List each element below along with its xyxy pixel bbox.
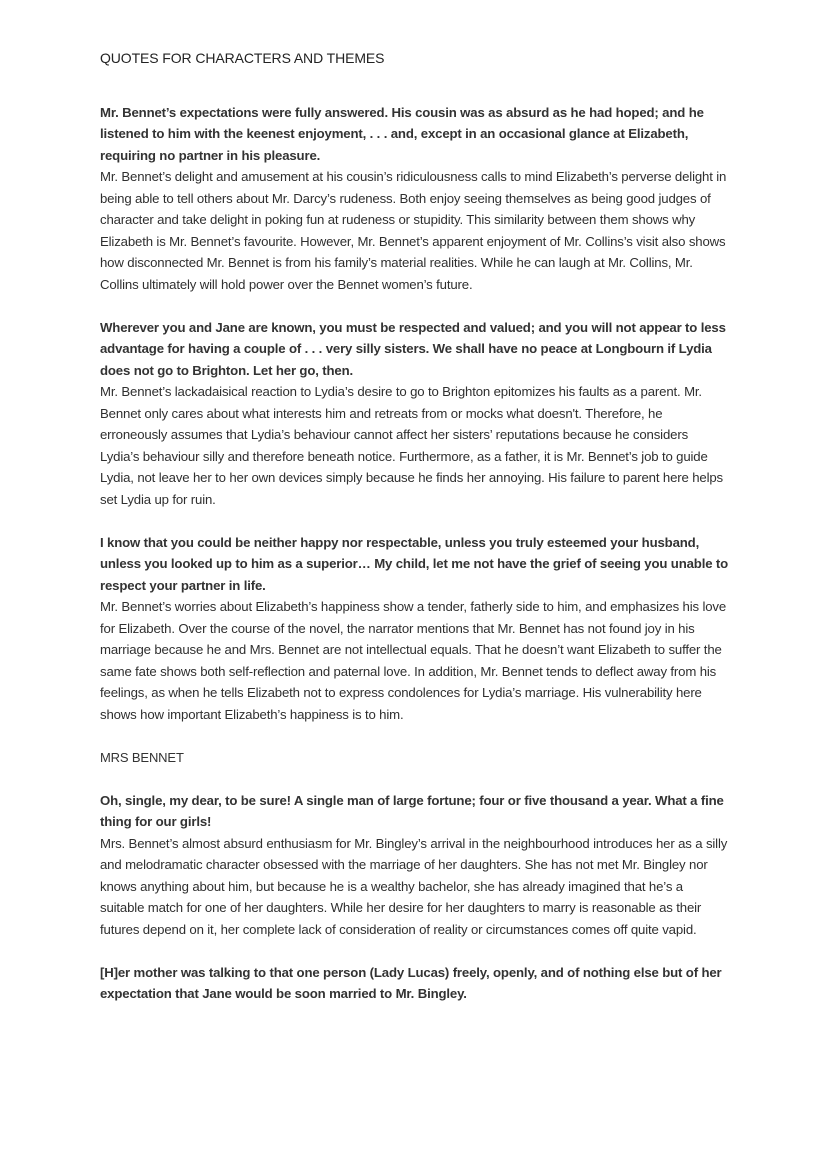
commentary-text: Mr. Bennet’s worries about Elizabeth’s happiness show a tender, fatherly side to him, and emphasizes his love for Elizabeth. Over the course of the novel, the narrator mentions that Mr. Bennet has not found joy in his marriage because he and Mrs. Bennet are not intellectual equals. That he doesn’t want Elizabeth to suffer the same fate shows both self-reflection and paternal love. In addition, Mr. Bennet tends to deflect away from his feelings, as when he tells Elizabeth not to express condolences for Lydia’s marriage. His vulnerability here shows how important Elizabeth’s happiness is to him. (100, 599, 727, 722)
quote-text: Oh, single, my dear, to be sure! A single man of large fortune; four or five thousand a year. What a fine thing for our girls! (100, 792, 724, 829)
quote-text: I know that you could be neither happy nor respectable, unless you truly esteemed your husband, unless you looked up to him as a superior… My child, let me not have the grief of seeing you unable to respect your partner in life. (100, 534, 729, 593)
commentary-text: Mr. Bennet’s delight and amusement at his cousin’s ridiculousness calls to mind Elizabeth’s perverse delight in being able to tell others about Mr. Darcy’s rudeness. Both enjoy seeing themselves as being good judges of character and take delight in poking fun at rudeness or stupidity. This similarity between them shows why Elizabeth is Mr. Bennet’s favourite. However, Mr. Bennet’s apparent enjoyment of Mr. Collins’s visit also shows how disconnected Mr. Bennet is from his family’s material realities. While he can laugh at Mr. Collins, Mr. Collins ultimately will hold power over the Bennet women’s future. (100, 169, 727, 292)
quote-text: Wherever you and Jane are known, you must be respected and valued; and you will not appear to less advantage for having a couple of . . . very silly sisters. We shall have no peace at Longbourn if Lydia does not go to Brighton. Let her go, then. (100, 319, 726, 378)
section-mrs-bennet (100, 747, 730, 1005)
quote-entry (100, 962, 730, 1005)
section-heading: MRS BENNET (100, 749, 184, 765)
document-title: QUOTES FOR CHARACTERS AND THEMES (100, 50, 385, 66)
quote-entry (100, 317, 730, 511)
quote-entry (100, 532, 730, 726)
quote-entry (100, 790, 730, 941)
quote-text: [H]er mother was talking to that one person (Lady Lucas) freely, openly, and of nothing else but of her expectation that Jane would be soon married to Mr. Bingley. (100, 964, 722, 1001)
commentary-text: Mrs. Bennet’s almost absurd enthusiasm for Mr. Bingley’s arrival in the neighbourhood introduces her as a silly and melodramatic character obsessed with the marriage of her daughters. She has not met Mr. Bingley nor knows anything about him, but because he is a wealthy bachelor, she has already imagined that he’s a suitable match for one of her daughters. While her desire for her daughters to marry is reasonable as their futures depend on it, her complete lack of consideration of reality or circumstances comes off quite vapid. (100, 835, 728, 937)
document-page (100, 48, 730, 1026)
commentary-text: Mr. Bennet’s lackadaisical reaction to Lydia’s desire to go to Brighton epitomizes his faults as a parent. Mr. Bennet only cares about what interests him and retreats from or mocks what doesn't. Therefore, he erroneously assumes that Lydia’s behaviour cannot affect her sisters’ reputations because he considers Lydia’s behaviour silly and therefore beneath notice. Furthermore, as a father, it is Mr. Bennet’s job to guide Lydia, not leave her to her own devices simply because he finds her annoying. His failure to parent here helps set Lydia up for ruin. (100, 384, 723, 507)
section-mr-bennet (100, 102, 730, 726)
quote-text: Mr. Bennet’s expectations were fully answered. His cousin was as absurd as he had hoped; and he listened to him with the keenest enjoyment, . . . and, except in an occasional glance at Elizabeth, requiring no partner in his pleasure. (100, 104, 704, 163)
quote-entry (100, 102, 730, 296)
